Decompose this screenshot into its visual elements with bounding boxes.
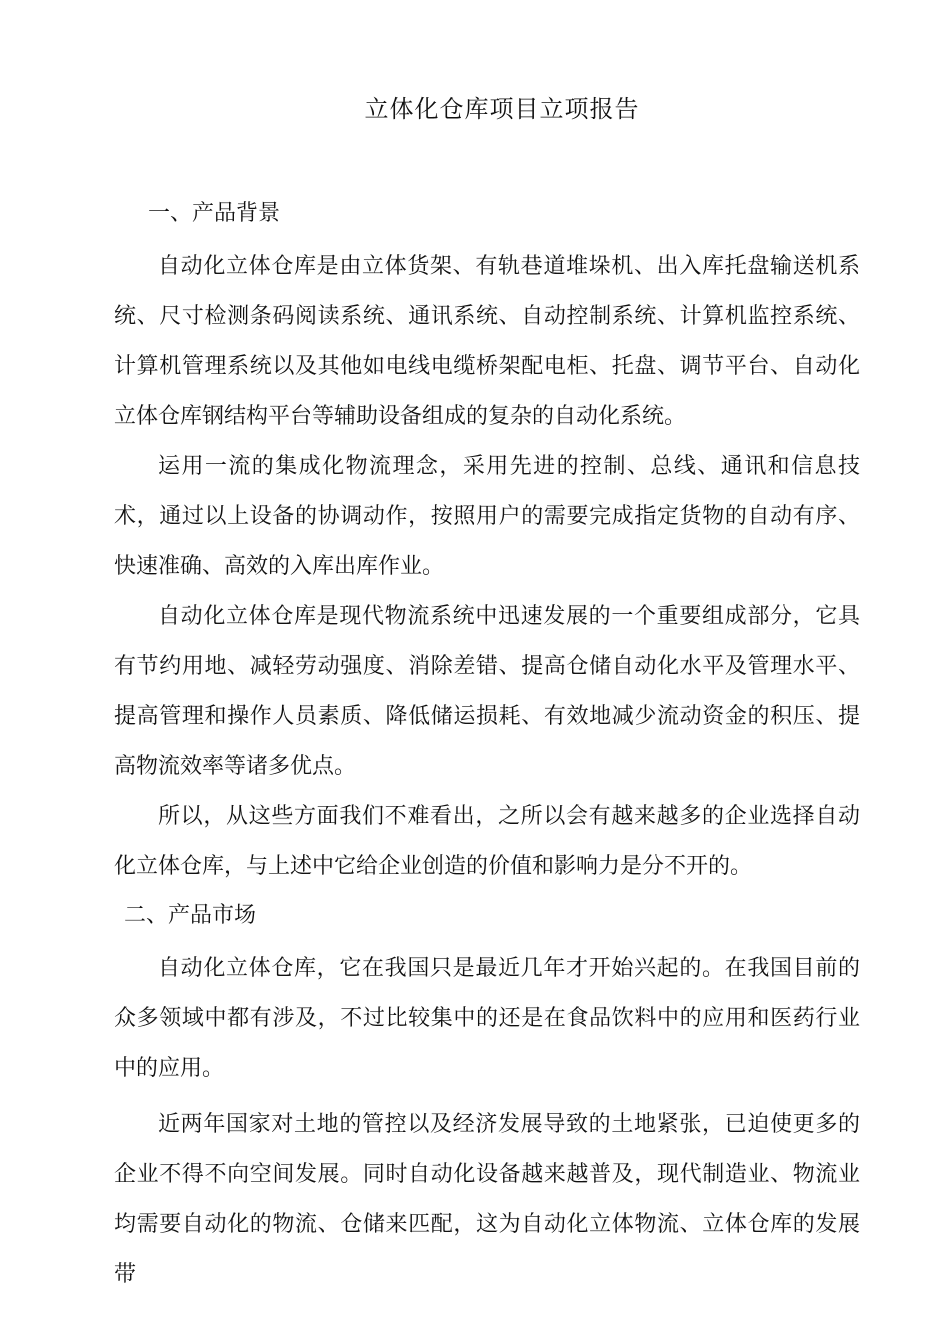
paragraph: 自动化立体仓库是现代物流系统中迅速发展的一个重要组成部分，它具有节约用地、减轻劳动强度、消除差错、提高仓储自动化水平及管理水平、提高管理和操作人员素质、降低储运损耗、有效地减少流动资金的积压、提高物流效率等诸多优点。 xyxy=(114,604,860,779)
paragraph: 所以，从这些方面我们不难看出，之所以会有越来越多的企业选择自动化立体仓库，与上述中它给企业创造的价值和影响力是分不开的。 xyxy=(114,804,860,879)
paragraph: 自动化立体仓库是由立体货架、有轨巷道堆垛机、出入库托盘输送机系统、尺寸检测条码阅读系统、通讯系统、自动控制系统、计算机监控系统、计算机管理系统以及其他如电线电缆桥架配电柜、托盘、调节平台、自动化立体仓库钢结构平台等辅助设备组成的复杂的自动化系统。 xyxy=(114,254,860,429)
paragraph: 近两年国家对土地的管控以及经济发展导致的土地紧张，已迫使更多的企业不得不向空间发展。同时自动化设备越来越普及，现代制造业、物流业均需要自动化的物流、仓储来匹配，这为自动化立体物流、立体仓库的发展带 xyxy=(114,1112,860,1287)
paragraph: 运用一流的集成化物流理念，采用先进的控制、总线、通讯和信息技术，通过以上设备的协调动作，按照用户的需要完成指定货物的自动有序、快速准确、高效的入库出库作业。 xyxy=(114,454,860,579)
section-heading-market: 二、产品市场 xyxy=(124,903,257,928)
document-title: 立体化仓库项目立项报告 xyxy=(364,95,640,123)
document-body xyxy=(114,190,860,1300)
section-heading-background: 一、产品背景 xyxy=(148,201,281,226)
paragraph: 自动化立体仓库，它在我国只是最近几年才开始兴起的。在我国目前的众多领域中都有涉及，不过比较集中的还是在食品饮料中的应用和医药行业中的应用。 xyxy=(114,956,860,1081)
